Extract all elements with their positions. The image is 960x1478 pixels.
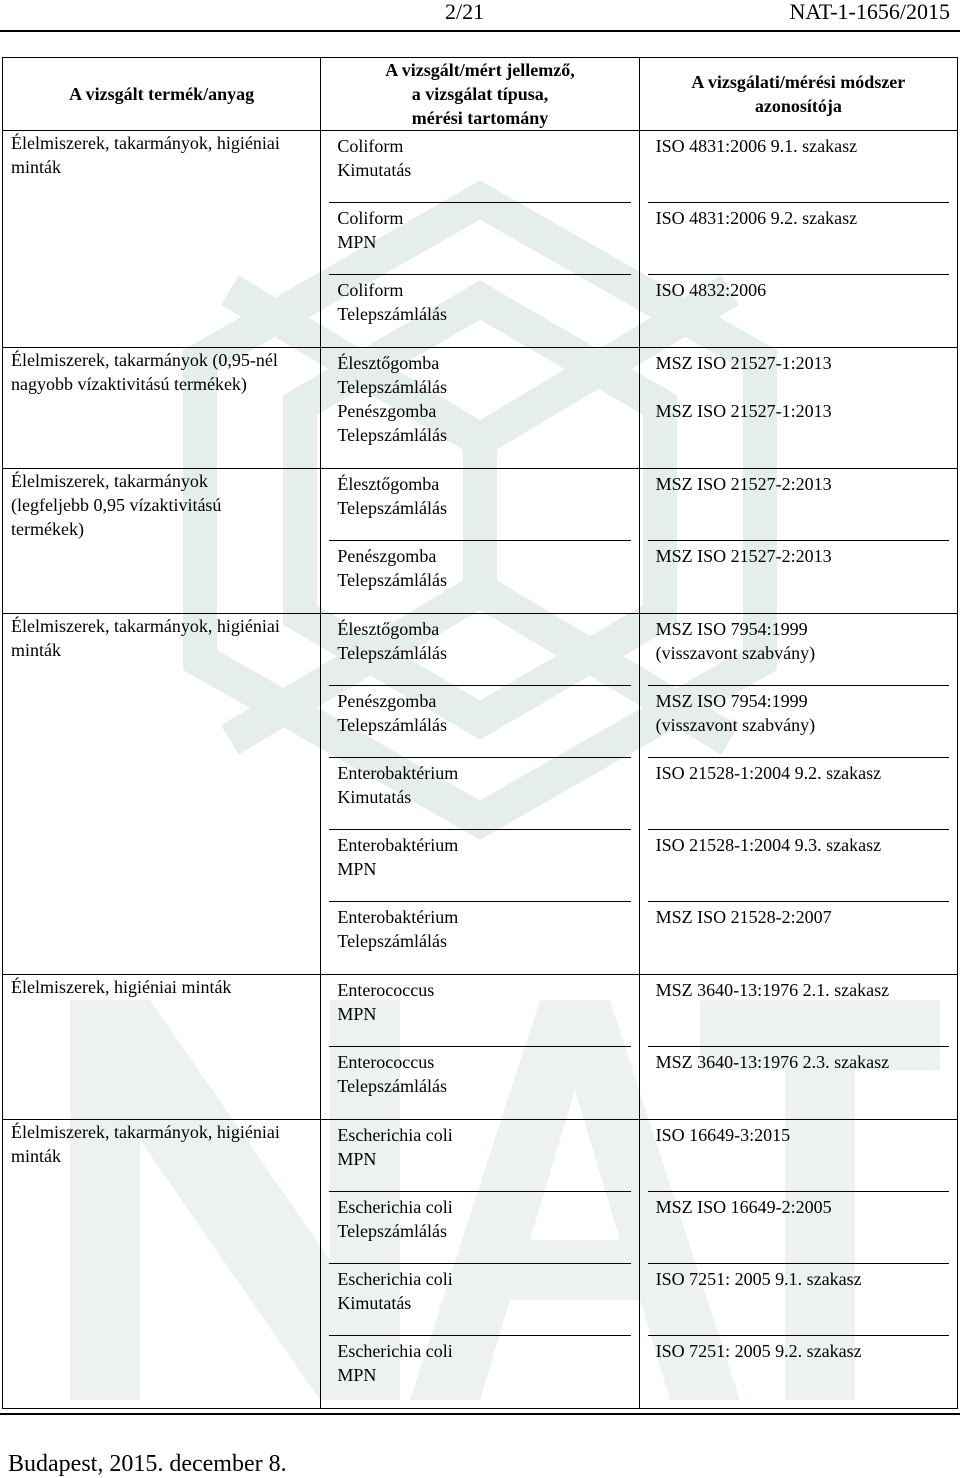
feature-cell [321,348,639,469]
product-line: Élelmiszerek, takarmányok, higiéniai [11,616,280,636]
feature-line: Enterobaktérium [337,907,459,927]
feature-line: Escherichia coli [337,1341,453,1361]
product-line: Élelmiszerek, takarmányok, higiéniai [11,1122,280,1142]
column-header-product: A vizsgált termék/anyag [3,58,321,131]
method-line: MSZ ISO 21528-2:2007 [655,907,832,927]
method-entry [648,131,949,203]
feature-line: Élesztőgomba [337,619,440,639]
feature-entry [329,203,630,275]
method-entry [648,686,949,758]
feature-cell [321,1120,639,1409]
feature-line: Penészgomba [337,401,437,421]
feature-line: MPN [337,1004,377,1024]
product-cell [3,348,321,469]
feature-line: MPN [337,232,377,252]
feature-line: Escherichia coli [337,1197,453,1217]
method-line: MSZ ISO 21527-2:2013 [655,474,832,494]
product-line: minták [11,640,61,660]
feature-line: Kimutatás [337,160,412,180]
feature-line: Penészgomba [337,691,437,711]
feature-entry [329,686,630,758]
method-line: MSZ ISO 21527-1:2013 [655,401,832,421]
feature-cell [321,975,639,1120]
feature-line: MPN [337,1365,377,1385]
method-entry [648,1047,949,1119]
product-cell [3,131,321,348]
table-row [3,614,958,975]
method-line: MSZ 3640-13:1976 2.1. szakasz [655,980,890,1000]
product-line: Élelmiszerek, takarmányok (0,95-nél [11,350,278,370]
feature-line: Telepszámlálás [337,1076,448,1096]
method-line: ISO 16649-3:2015 [655,1125,791,1145]
feature-line: Coliform [337,208,404,228]
feature-line: Kimutatás [337,1293,412,1313]
feature-line: Telepszámlálás [337,377,448,397]
feature-line: Telepszámlálás [337,425,448,445]
method-line: ISO 4831:2006 9.2. szakasz [655,208,858,228]
method-line: MSZ ISO 7954:1999 [655,619,808,639]
product-line: nagyobb vízaktivitású termékek) [11,374,247,394]
feature-entry [329,1336,630,1408]
method-cell [639,131,957,348]
accreditation-table [2,57,958,1409]
feature-entry [329,275,630,347]
feature-entry [329,975,630,1047]
feature-line: Kimutatás [337,787,412,807]
method-line: ISO 4831:2006 9.1. szakasz [655,136,858,156]
product-line: Élelmiszerek, higiéniai minták [11,977,232,997]
method-entry [648,1336,949,1408]
method-cell [639,614,957,975]
method-line: MSZ 3640-13:1976 2.3. szakasz [655,1052,890,1072]
product-cell [3,1120,321,1409]
feature-entry [329,758,630,830]
feature-line: Telepszámlálás [337,643,448,663]
product-cell [3,469,321,614]
method-line: MSZ ISO 21527-2:2013 [655,546,832,566]
method-cell [639,469,957,614]
feature-line: Telepszámlálás [337,498,448,518]
product-cell [3,975,321,1120]
feature-line: MPN [337,1149,377,1169]
feature-line: Escherichia coli [337,1269,453,1289]
feature-entry [329,541,630,613]
feature-entry [329,348,630,468]
feature-line: Enterobaktérium [337,763,459,783]
feature-line: Telepszámlálás [337,931,448,951]
method-entry [648,758,949,830]
header-rule [0,30,960,32]
feature-entry [329,1120,630,1192]
feature-line: Telepszámlálás [337,304,448,324]
feature-entry [329,469,630,541]
feature-line: Coliform [337,136,404,156]
feature-cell [321,469,639,614]
document-id: NAT-1-1656/2015 [789,0,950,24]
feature-line: Élesztőgomba [337,474,440,494]
feature-line: Enterobaktérium [337,835,459,855]
feature-entry [329,1264,630,1336]
footer-rule [0,1413,960,1415]
feature-entry [329,614,630,686]
method-entry [648,614,949,686]
method-line: (visszavont szabvány) [655,715,816,735]
feature-entry [329,902,630,974]
method-entry [648,830,949,902]
product-line: Élelmiszerek, takarmányok [11,471,208,491]
product-line: termékek) [11,519,84,539]
table-row [3,469,958,614]
feature-entry [329,1192,630,1264]
feature-line: Enterococcus [337,980,435,1000]
table-row [3,975,958,1120]
method-line: ISO 7251: 2005 9.2. szakasz [655,1341,862,1361]
footer-place-date: Budapest, 2015. december 8. [8,1451,287,1477]
method-entry [648,275,949,347]
table-row [3,1120,958,1409]
method-cell [639,975,957,1120]
feature-line: MPN [337,859,377,879]
feature-line: Élesztőgomba [337,353,440,373]
feature-entry [329,1047,630,1119]
method-line: MSZ ISO 7954:1999 [655,691,808,711]
feature-line: Telepszámlálás [337,570,448,590]
column-header-feature: A vizsgált/mért jellemző, a vizsgálat típusa, mérési tartomány [321,58,639,131]
method-entry [648,1192,949,1264]
method-cell [639,1120,957,1409]
method-line: MSZ ISO 16649-2:2005 [655,1197,832,1217]
method-line: MSZ ISO 21527-1:2013 [655,353,832,373]
feature-line: Telepszámlálás [337,1221,448,1241]
method-entry [648,348,949,468]
table-row [3,348,958,469]
method-line: ISO 7251: 2005 9.1. szakasz [655,1269,862,1289]
method-entry [648,541,949,613]
feature-entry [329,830,630,902]
table-header-row [3,58,958,131]
feature-line: Telepszámlálás [337,715,448,735]
column-header-method: A vizsgálati/mérési módszer azonosítója [639,58,957,131]
feature-line: Enterococcus [337,1052,435,1072]
method-line: ISO 21528-1:2004 9.2. szakasz [655,763,882,783]
product-line: Élelmiszerek, takarmányok, higiéniai [11,133,280,153]
method-cell [639,348,957,469]
product-cell [3,614,321,975]
method-entry [648,469,949,541]
method-entry [648,203,949,275]
feature-line: Penészgomba [337,546,437,566]
feature-line: Escherichia coli [337,1125,453,1145]
method-line: (visszavont szabvány) [655,643,816,663]
feature-cell [321,131,639,348]
feature-cell [321,614,639,975]
feature-line: Coliform [337,280,404,300]
product-line: minták [11,157,61,177]
method-line: ISO 21528-1:2004 9.3. szakasz [655,835,882,855]
product-line: (legfeljebb 0,95 vízaktivitású [11,495,222,515]
method-line: ISO 4832:2006 [655,280,767,300]
method-entry [648,1264,949,1336]
method-entry [648,1120,949,1192]
product-line: minták [11,1146,61,1166]
method-line [656,375,941,399]
page-number: 2/21 [445,0,485,24]
method-entry [648,902,949,974]
page-header [0,0,960,30]
feature-entry [329,131,630,203]
method-entry [648,975,949,1047]
table-row [3,131,958,348]
